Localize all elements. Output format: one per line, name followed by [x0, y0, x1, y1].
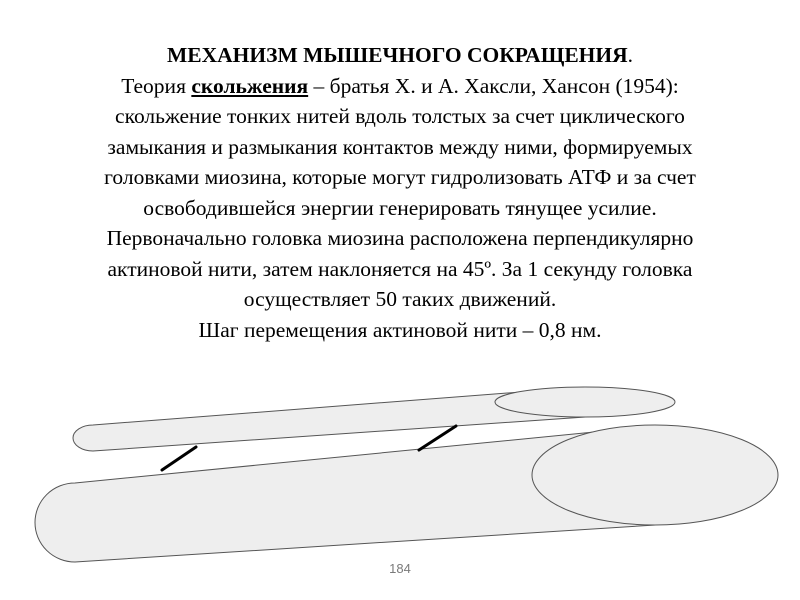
theory-suffix: – братья Х. и А. Хаксли, Хансон (1954):	[308, 73, 679, 98]
thin-filament-end	[495, 387, 675, 417]
thick-filament-end	[532, 425, 778, 525]
body-line: головками миозина, которые могут гидролизовать АТФ и за счет	[104, 165, 696, 189]
body-line: скольжение тонких нитей вдоль толстых за счет циклического	[115, 104, 685, 128]
body-line: замыкания и размыкания контактов между ними, формируемых	[107, 134, 693, 159]
page-title: МЕХАНИЗМ МЫШЕЧНОГО СОКРАЩЕНИЯ	[166, 43, 628, 67]
title-period: .	[627, 43, 634, 67]
page-number: 184	[389, 561, 411, 576]
filament-diagram	[0, 380, 800, 580]
theory-prefix: Теория	[121, 73, 192, 98]
theory-line	[20, 71, 780, 102]
body-line: освободившейся энергии генерировать тянущее усилие.	[143, 195, 657, 220]
body-line: Шаг перемещения актиновой нити – 0,8 нм.	[198, 317, 602, 342]
body-line: актиновой нити, затем наклоняется на 45º. За 1 секунду головка	[107, 256, 693, 281]
title-line	[20, 40, 780, 71]
body-line: Первоначально головка миозина расположена перпендикулярно	[106, 226, 694, 250]
myosin-head-left	[162, 447, 196, 470]
theory-term: скольжения	[191, 73, 309, 98]
body-line: осуществляет 50 таких движений.	[243, 287, 557, 311]
slide-text	[20, 40, 780, 345]
